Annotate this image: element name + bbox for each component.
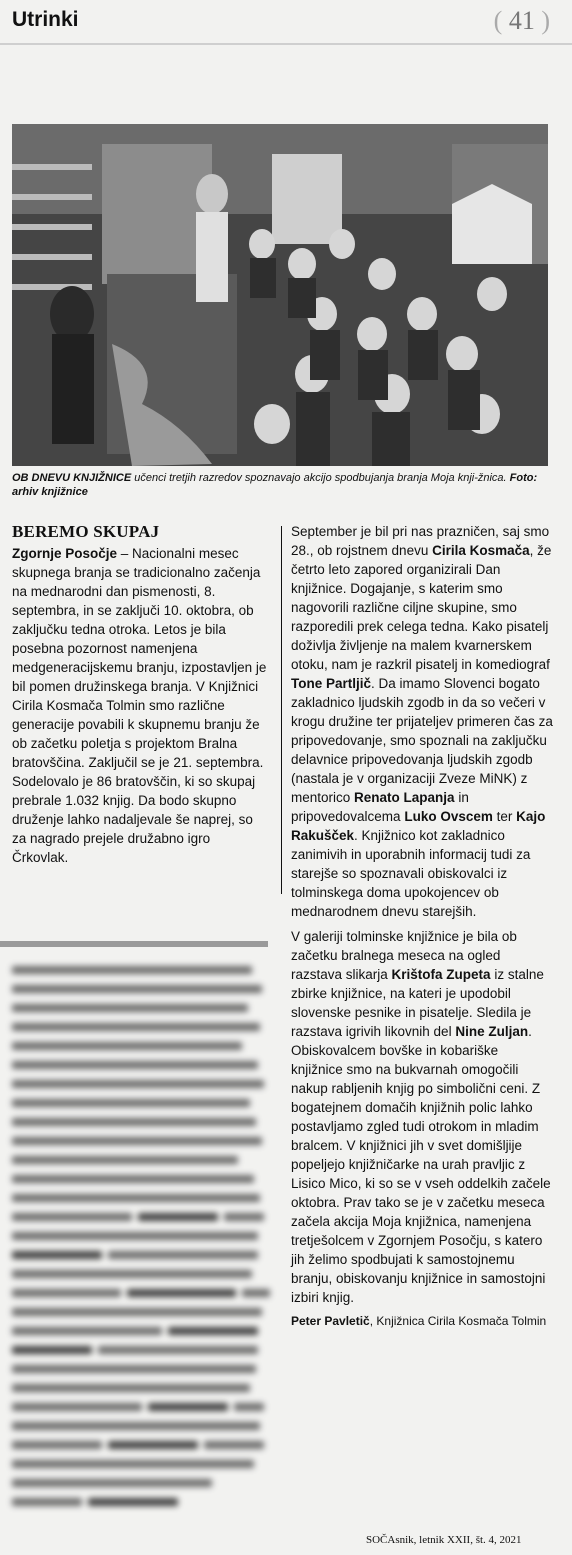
page-number-paren-open: ( <box>493 6 503 35</box>
name-luko-ovscem: Luko Ovscem <box>404 809 493 824</box>
page-header <box>0 0 572 42</box>
caption-text: učenci tretjih razredov spoznavajo akcijo spodbujanja branja Moja knji-žnica. <box>131 472 510 484</box>
page-number <box>494 6 550 36</box>
caption-credit: Foto: arhiv knjižnice <box>12 472 538 498</box>
text-run: September je bil pri nas prazničen, saj smo 28., ob rojstnem dnevu <box>291 524 550 558</box>
section-divider <box>0 941 268 947</box>
text-run: . Obiskovalcem bovške in kobariške knjižnice smo na bukvarnah omogočili nakup rabljenih knjig po simbolični ceni. Z bogatejnem domačih knjižnih polic lahko postavljamo zgled tudi otrokom in mladim bralcem. V knjižnici jih v svet domišljije popeljejo knjižničarke na urah pravljic z Lisico Mico, ki so se v vseh oddelkih začele oktobra. Prav tako se je v začetku meseca začela akcija Moja knjižnica, namenjena tretješolcem v Zgornjem Posočju, s katero jih želimo spodbujati k samostojnemu branju, obiskovanju knjižnice in samostojni izbiri knjig. <box>291 1024 551 1305</box>
page-number-paren-close: ) <box>541 6 550 35</box>
name-kristofa-zupeta: Krištofa Zupeta <box>391 967 491 982</box>
text-run: ter <box>492 809 517 824</box>
article-right-column <box>291 522 553 1330</box>
author-affiliation: , Knjižnica Cirila Kosmača Tolmin <box>369 1314 547 1328</box>
name-nine-zuljan: Nine Zuljan <box>455 1024 529 1039</box>
text-run: in pripovedovalcema <box>291 790 469 824</box>
photo-caption <box>12 471 552 499</box>
dateline: Zgornje Posočje <box>12 546 118 561</box>
header-rule <box>0 43 572 45</box>
column-divider <box>281 526 282 894</box>
caption-lead: OB DNEVU KNJIŽNICE <box>12 472 132 484</box>
paragraph-dan-knjiznice <box>291 522 553 921</box>
author-signature <box>291 1313 553 1330</box>
text-run: . Da imamo Slovenci bogato zakladnico ljudskih zgodb in da so večeri v krogu družine ter prijateljev primeren čas za pripovedovanje, smo spoznali na zaključku delavnice pripovedovanja ljudskih zgodb (nastala je v organizaciji Zveze MiNK) z mentorico <box>291 676 553 805</box>
article-left-column <box>12 522 270 867</box>
paragraph-galerija <box>291 927 553 1307</box>
article-lead-paragraph <box>12 544 270 867</box>
name-renato-lapanja: Renato Lapanja <box>354 790 455 805</box>
text-run: , že četrto leto zapored organizirali Dan knjižnice. Dogajanje, s katerim smo nagovorili različne ciljne skupine, smo razporedili prek celega tedna. Kako pisatelj doživlja življenje na malem kvarnerskem otoku, nam je razkril pisatelj in komediograf <box>291 543 552 672</box>
text-run: . Knjižnico kot zakladnico zanimivih in uporabnih informacij tudi za starejše so spoznavali obiskovalci iz tolminskega doma upokojencev ob mednarodnem dnevu starejših. <box>291 828 531 919</box>
library-photo-illustration <box>12 124 548 466</box>
article-title: BEREMO SKUPAJ <box>12 522 160 541</box>
name-kajo-rakuscek: Kajo Rakušček <box>291 809 546 843</box>
lead-text: – Nacionalni mesec skupnega branja se tradicionalno začenja na mednarodni dan pismenosti, 8. septembra, in se zaključi 10. oktobra, ob zaključku tedna otroka. Letos je bila posebna pozornost namenjena medgeneracijskemu branju, izpostavljen je bil pomen družinskega branja. V Knjižnici Cirila Kosmača Tolmin smo različne generacije povabili k skupnemu branju že ob začetku poletja s projektom Bralna bratovščina. Zaključil se je 21. septembra. Sodelovalo je 86 bratovščin, ki so skupaj prebrale 1.032 knjig. Da bodo skupno druženje lahko nadaljevale še naprej, so za nagrado prejele družabno igro Črkovlak. <box>12 546 267 865</box>
text-run: iz stalne zbirke knjižnice, na kateri je upodobil slovenske pesnike in pisatelje. Sledila je razstava igrivih likovnih del <box>291 967 544 1039</box>
name-cirila-kosmaca: Cirila Kosmača <box>432 543 530 558</box>
page-number-value: 41 <box>508 6 535 35</box>
name-tone-partljic: Tone Partljič <box>291 676 372 691</box>
section-title: Utrinki <box>12 8 79 31</box>
blurred-article-text <box>12 960 270 1520</box>
page-footer: SOČAsnik, letnik XXII, št. 4, 2021 <box>366 1534 522 1546</box>
article-photo <box>12 124 548 466</box>
text-run: V galeriji tolminske knjižnice je bila ob začetku bralnega meseca na ogled razstava slikarja <box>291 929 517 982</box>
author-name: Peter Pavletič <box>291 1314 370 1328</box>
